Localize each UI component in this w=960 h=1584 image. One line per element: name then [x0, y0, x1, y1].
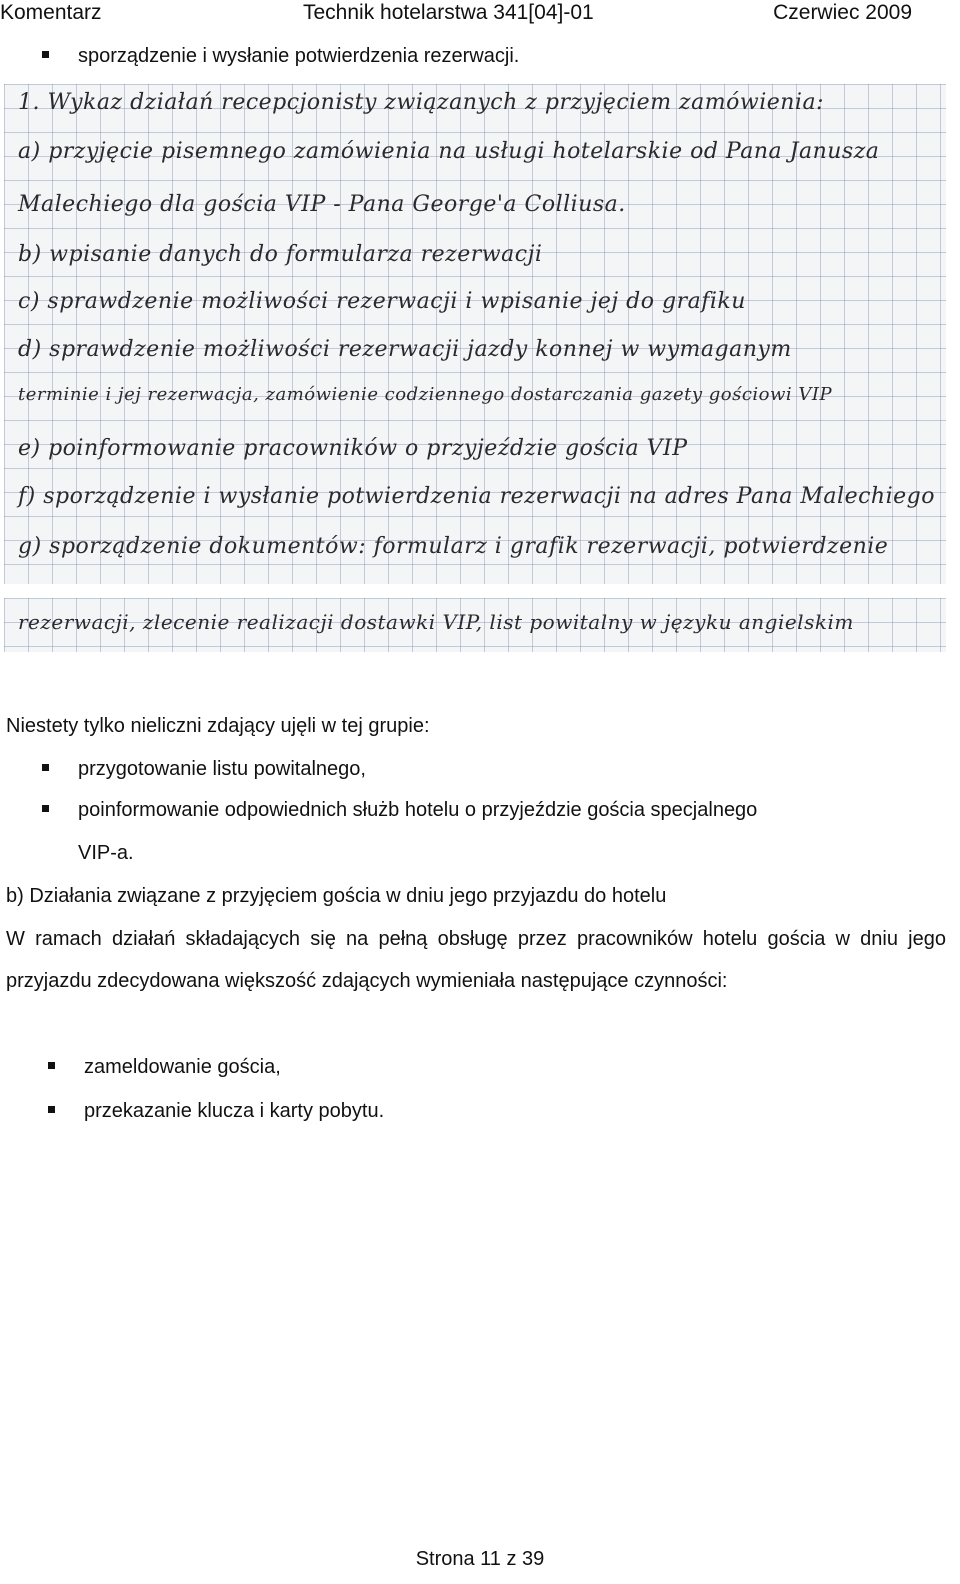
handwritten-scan-image	[4, 84, 946, 584]
top-bullet-text: sporządzenie i wysłanie potwierdzenia rezerwacji.	[78, 45, 520, 67]
bullet-marker	[42, 51, 49, 58]
header-date: Czerwiec 2009	[773, 1, 912, 24]
handwritten-line: 1. Wykaz działań recepcjonisty związanych z przyjęciem zamówienia:	[18, 90, 824, 115]
handwritten-line: f) sporządzenie i wysłanie potwierdzenia rezerwacji na adres Pana Malechiego	[18, 484, 935, 509]
handwritten-line: a) przyjęcie pisemnego zamówienia na usługi hotelarskie od Pana Janusza	[18, 139, 880, 164]
bullet-item: poinformowanie odpowiednich służb hotelu o przyjeździe gościa specjalnego	[78, 799, 758, 821]
bullet-item: przygotowanie listu powitalnego,	[78, 758, 366, 780]
bullet-marker	[42, 764, 49, 771]
bullet-marker	[42, 805, 49, 812]
bullet-item: przekazanie klucza i karty pobytu.	[84, 1100, 385, 1122]
handwritten-line: c) sprawdzenie możliwości rezerwacji i wpisanie jej do grafiku	[18, 289, 746, 314]
handwritten-line: d) sprawdzenie możliwości rezerwacji jazdy konnej w wymaganym	[18, 337, 792, 362]
bullet-item: zameldowanie gościa,	[84, 1056, 281, 1078]
handwritten-scan-continuation	[4, 598, 946, 652]
header-document-type: Komentarz	[0, 1, 102, 24]
page-number-footer: Strona 11 z 39	[415, 1548, 545, 1570]
handwritten-line: terminie i jej rezerwacja, zamówienie codziennego dostarczania gazety gościowi VIP	[18, 384, 833, 405]
section-b-paragraph: W ramach działań składających się na pełną obsługę przez pracowników hotelu gościa w dniu jego przyjazdu zdecydowana większość zdających wymieniała następujące czynności:	[6, 928, 946, 992]
bullet-marker	[48, 1106, 55, 1113]
handwritten-line: rezerwacji, zlecenie realizacji dostawki VIP, list powitalny w języku angielskim	[18, 610, 854, 634]
paragraph-intro: Niestety tylko nieliczni zdający ujęli w tej grupie:	[6, 715, 430, 737]
bullet-marker	[48, 1062, 55, 1069]
handwritten-line: b) wpisanie danych do formularza rezerwacji	[18, 242, 543, 267]
header-exam-title: Technik hotelarstwa 341[04]-01	[303, 1, 594, 24]
handwritten-line: e) poinformowanie pracowników o przyjeździe gościa VIP	[18, 436, 688, 461]
handwritten-line: g) sporządzenie dokumentów: formularz i grafik rezerwacji, potwierdzenie	[18, 534, 889, 559]
bullet-item-continuation: VIP-a.	[78, 842, 134, 864]
page-header	[0, 0, 960, 30]
handwritten-line: Malechiego dla gościa VIP - Pana George'a Colliusa.	[18, 192, 626, 217]
section-b-heading: b) Działania związane z przyjęciem gościa w dniu jego przyjazdu do hotelu	[6, 885, 667, 907]
